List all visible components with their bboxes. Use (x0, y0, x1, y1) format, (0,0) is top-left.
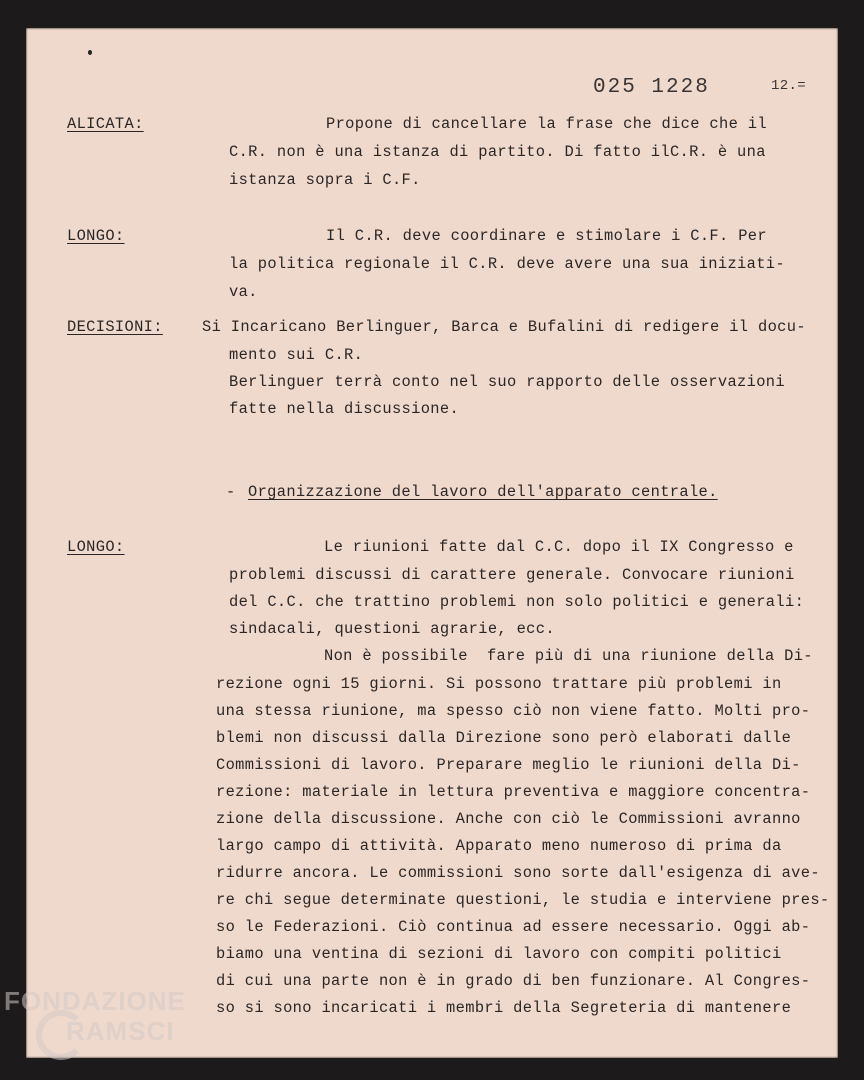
longo2-line-17: di cui una parte non è in grado di ben funzionare. Al Congres- (216, 972, 811, 990)
decisioni-line-4: fatte nella discussione. (229, 400, 460, 418)
decisioni-line-3: Berlinguer terrà conto nel suo rapporto delle osservazioni (229, 373, 785, 391)
watermark-line-2: RAMSCI (66, 1016, 175, 1046)
page-number: 12.= (771, 78, 807, 94)
speaker-decisioni: DECISIONI: (67, 318, 163, 336)
longo2-line-2: problemi discussi di carattere generale. Convocare riunioni (229, 566, 795, 584)
longo2-line-18: so si sono incaricati i membri della Segreteria di mantenere (216, 999, 792, 1017)
longo2-line-8: blemi non discussi dalla Direzione sono però elaborati dalle (216, 729, 792, 747)
longo2-line-1: Le riunioni fatte dal C.C. dopo il IX Congresso e (324, 538, 794, 556)
longo2-line-9: Commissioni di lavoro. Preparare meglio le riunioni della Di- (216, 756, 801, 774)
ink-dot (88, 50, 92, 55)
decisioni-line-1: Si Incaricano Berlinguer, Barca e Bufalini di redigere il docu- (202, 318, 806, 336)
longo2-line-7: una stessa riunione, ma spesso ciò non viene fatto. Molti pro- (216, 702, 811, 720)
longo2-line-14: re chi segue determinate questioni, le studia e interviene pres- (216, 891, 830, 909)
longo2-line-11: zione della discussione. Anche con ciò le Commissioni avranno (216, 810, 801, 828)
speaker-longo: LONGO: (67, 227, 125, 245)
fondazione-gramsci-watermark (0, 984, 230, 1080)
longo2-line-15: so le Federazioni. Ciò continua ad essere necessario. Oggi ab- (216, 918, 811, 936)
longo2-line-3: del C.C. che trattino problemi non solo politici e generali: (229, 593, 805, 611)
topic-heading: Organizzazione del lavoro dell'apparato centrale. (248, 483, 718, 501)
speaker-longo-2: LONGO: (67, 538, 125, 556)
decisioni-line-2: mento sui C.R. (229, 346, 364, 364)
document-page (26, 28, 838, 1058)
longo1-line-1: Il C.R. deve coordinare e stimolare i C.F. Per (326, 227, 767, 245)
alicata-line-2: C.R. non è una istanza di partito. Di fatto ilC.R. è una (229, 143, 766, 161)
longo2-line-10: rezione: materiale in lettura preventiva e maggiore concentra- (216, 783, 811, 801)
longo2-line-6: rezione ogni 15 giorni. Si possono trattare più problemi in (216, 675, 782, 693)
speaker-alicata: ALICATA: (67, 115, 144, 133)
longo2-line-13: ridurre ancora. Le commissioni sono sorte dall'esigenza di ave- (216, 864, 820, 882)
longo2-line-12: largo campo di attività. Apparato meno numeroso di prima da (216, 837, 782, 855)
document-number: 025 1228 (593, 76, 710, 99)
alicata-line-3: istanza sopra i C.F. (229, 171, 421, 189)
longo1-line-3: va. (229, 283, 258, 301)
watermark-line-1: FONDAZIONE (4, 986, 186, 1016)
longo1-line-2: la politica regionale il C.R. deve avere una sua iniziati- (229, 255, 785, 273)
longo2-line-4: sindacali, questioni agrarie, ecc. (229, 620, 555, 638)
alicata-line-1: Propone di cancellare la frase che dice che il (326, 115, 767, 133)
longo2-line-5: Non è possibile fare più di una riunione della Di- (324, 647, 813, 665)
topic-dash: - (226, 483, 236, 501)
longo2-line-16: biamo una ventina di sezioni di lavoro con compiti politici (216, 945, 782, 963)
